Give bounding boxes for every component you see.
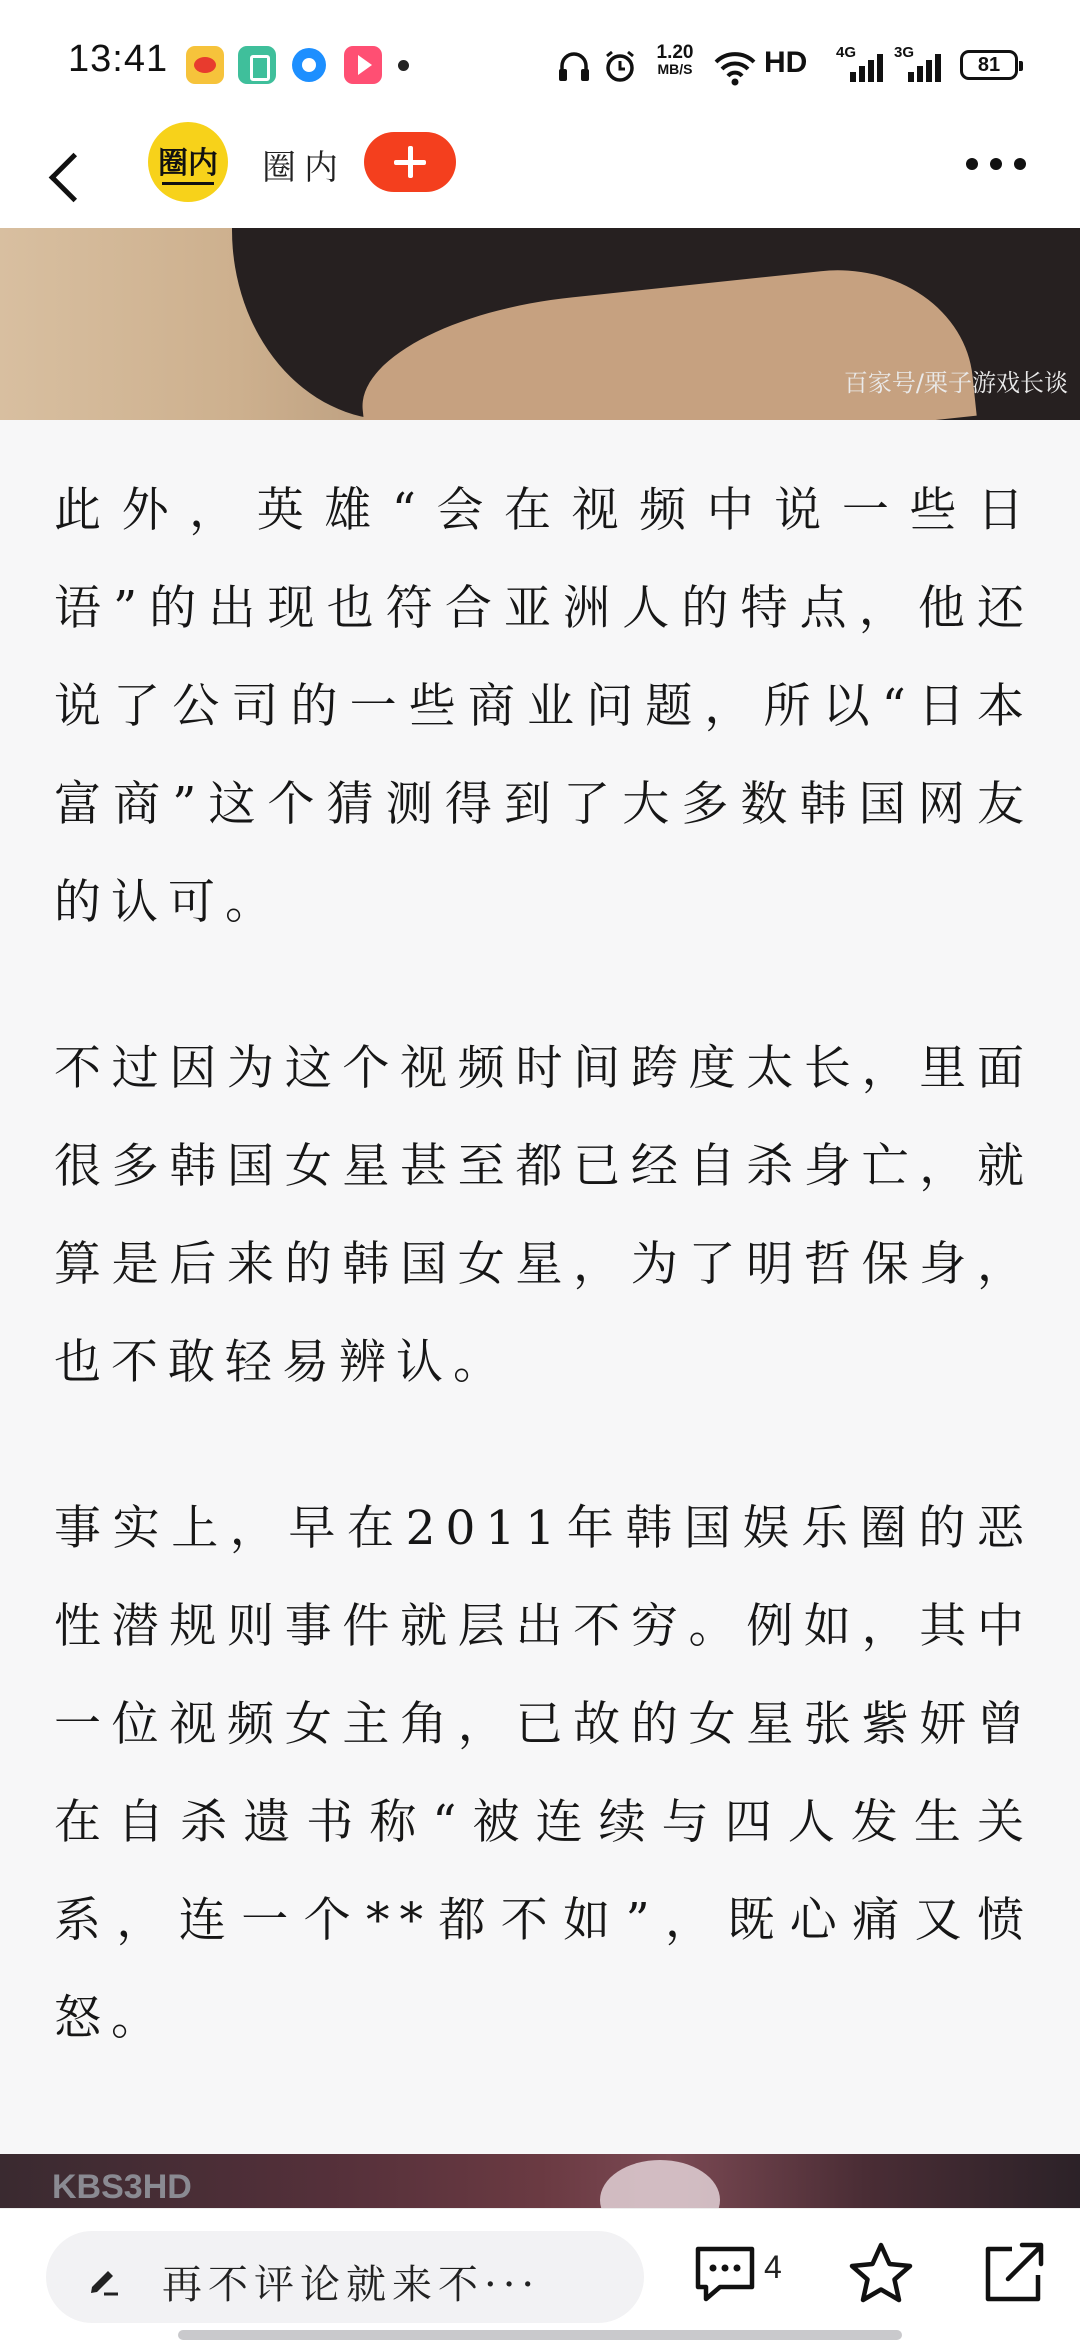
- notes-app-icon: [238, 46, 276, 84]
- network-speed-unit: MB/S: [657, 61, 693, 77]
- hd-voice-indicator: HD: [764, 46, 808, 79]
- article-paragraph: 事实上，早在2011年韩国娱乐圈的恶性潜规则事件就层出不穷。例如，其中一位视频女主角，已故的女星张紫妍曾在自杀遗书称“被连续与四人发生关系，连一个**都不如”，既心痛又愤怒。: [54, 1501, 1034, 2046]
- home-indicator[interactable]: [178, 2330, 902, 2340]
- article-image-bottom[interactable]: [0, 2154, 1080, 2208]
- signal-3g-label: 3G: [894, 44, 915, 61]
- share-icon[interactable]: [978, 2237, 1048, 2307]
- bottom-action-bar: [0, 2208, 1080, 2340]
- image-channel-logo: KBS3HD: [52, 2168, 192, 2206]
- weibo-app-icon: [186, 46, 224, 84]
- channel-logo-text: 圈内: [158, 146, 218, 181]
- comment-count: 4: [764, 2249, 782, 2285]
- video-app-icon: [344, 46, 382, 84]
- back-button[interactable]: [34, 132, 98, 216]
- browser-app-icon: [292, 48, 326, 82]
- star-icon[interactable]: [846, 2239, 916, 2309]
- more-button[interactable]: [960, 140, 1040, 184]
- signal-3g-icon: [894, 44, 944, 88]
- network-speed-value: 1.20: [656, 42, 694, 63]
- wifi-icon: [712, 44, 758, 88]
- image-watermark: 百家号/栗子游戏长谈: [843, 369, 1068, 397]
- comment-input[interactable]: [46, 2231, 644, 2323]
- article-body: [54, 462, 1034, 2136]
- alarm-icon: [602, 44, 638, 88]
- comment-placeholder: 再不评论就来不···: [162, 2262, 541, 2308]
- follow-button[interactable]: [364, 132, 456, 192]
- network-speed: [648, 44, 702, 88]
- more-notifications-icon: [398, 60, 409, 71]
- channel-avatar[interactable]: [148, 122, 228, 202]
- status-time: 13:41: [68, 38, 169, 80]
- signal-4g-label: 4G: [836, 44, 857, 61]
- channel-name[interactable]: 圈内: [262, 148, 346, 188]
- battery-indicator: 81: [960, 50, 1018, 80]
- signal-4g-icon: [836, 44, 886, 88]
- article-paragraph: 不过因为这个视频时间跨度太长，里面很多韩国女星甚至都已经自杀身亡，就算是后来的韩国女星，为了明哲保身，也不敢轻易辨认。: [54, 1041, 1034, 1390]
- headset-icon: [556, 44, 592, 88]
- comments-button[interactable]: [690, 2239, 790, 2311]
- comment-bubble-icon: [690, 2239, 760, 2309]
- article-image-top[interactable]: [0, 228, 1080, 420]
- status-bar: [0, 0, 1080, 120]
- pencil-icon: [86, 2261, 122, 2297]
- article-paragraph: 此外，英雄“会在视频中说一些日语”的出现也符合亚洲人的特点，他还说了公司的一些商业问题，所以“日本富商”这个猜测得到了大多数韩国网友的认可。: [54, 483, 1034, 930]
